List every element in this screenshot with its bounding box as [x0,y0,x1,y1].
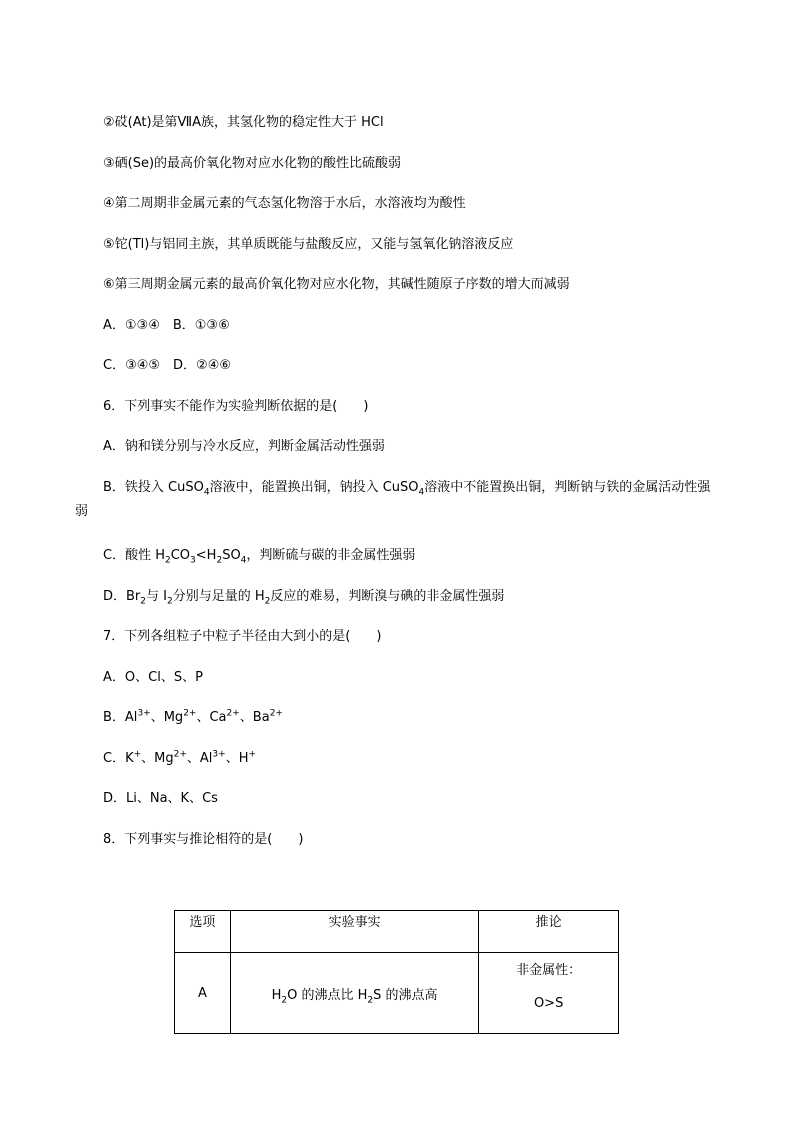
header-inference: 推论 [479,911,619,953]
q5-options-cd: C．③④⑤ D．②④⑥ [103,358,232,373]
table-header-row [175,911,619,953]
q6-option-b: B．铁投入 CuSO$_4$溶液中，能置换出铜，钠投入 CuSO$_4$溶液中不能置换出铜，判断钠与铁的金属活动性强弱 [75,480,711,519]
q7-option-d: D．Li、Na、K、Cs [103,791,218,806]
q6-option-c: C．酸性 $H_2CO_3<H_2SO_4$，判断硫与碳的非金属性强弱 [103,548,416,566]
q7-option-c: C．K+、$Mg^{2+}$、$Al^{3+}$、H+ [103,749,257,766]
statement-2: ②砹(At)是第ⅦA族，其氢化物的稳定性大于 HCl [103,115,384,130]
q7-stem: 7．下列各组粒子中粒子半径由大到小的是( ) [103,629,382,644]
q6-stem: 6．下列事实不能作为实验判断依据的是( ) [103,399,369,414]
q5-options-ab: A．①③④ B．①③⑥ [103,318,230,333]
statement-6: ⑥第三周期金属元素的最高价氧化物对应水化物，其碱性随原子序数的增大而减弱 [103,277,570,292]
table-row [175,953,619,1034]
header-option: 选项 [175,911,231,953]
q6-option-d: D．$Br_2$与 $I_2$分别与足量的 $H_2$反应的难易，判断溴与碘的非金属性强弱 [103,589,505,607]
statement-3: ③硒(Se)的最高价氧化物对应水化物的酸性比硫酸弱 [103,156,402,171]
q8-stem: 8．下列事实与推论相符的是( ) [103,832,304,847]
inference-line-1: 非金属性： [516,963,582,978]
statement-5: ⑤铊(Tl)与铝同主族，其单质既能与盐酸反应，又能与氢氧化钠溶液反应 [103,237,514,252]
row-a-option: A [175,953,231,1034]
q7-option-b: B．$Al^{3+}$、$Mg^{2+}$、$Ca^{2+}$、$Ba^{2+}$ [103,708,283,725]
q6-option-a: A．钠和镁分别与冷水反应，判断金属活动性强弱 [103,439,385,454]
row-a-inference [479,953,619,1034]
statement-4: ④第二周期非金属元素的气态氢化物溶于水后，水溶液均为酸性 [103,196,466,211]
fact-inference-table [174,910,619,1034]
header-fact: 实验事实 [230,911,478,953]
row-a-fact: $H_2O$ 的沸点比 $H_2S$ 的沸点高 [230,953,478,1034]
q7-option-a: A．O、Cl、S、P [103,670,203,685]
inference-line-2: O>S [533,996,564,1011]
